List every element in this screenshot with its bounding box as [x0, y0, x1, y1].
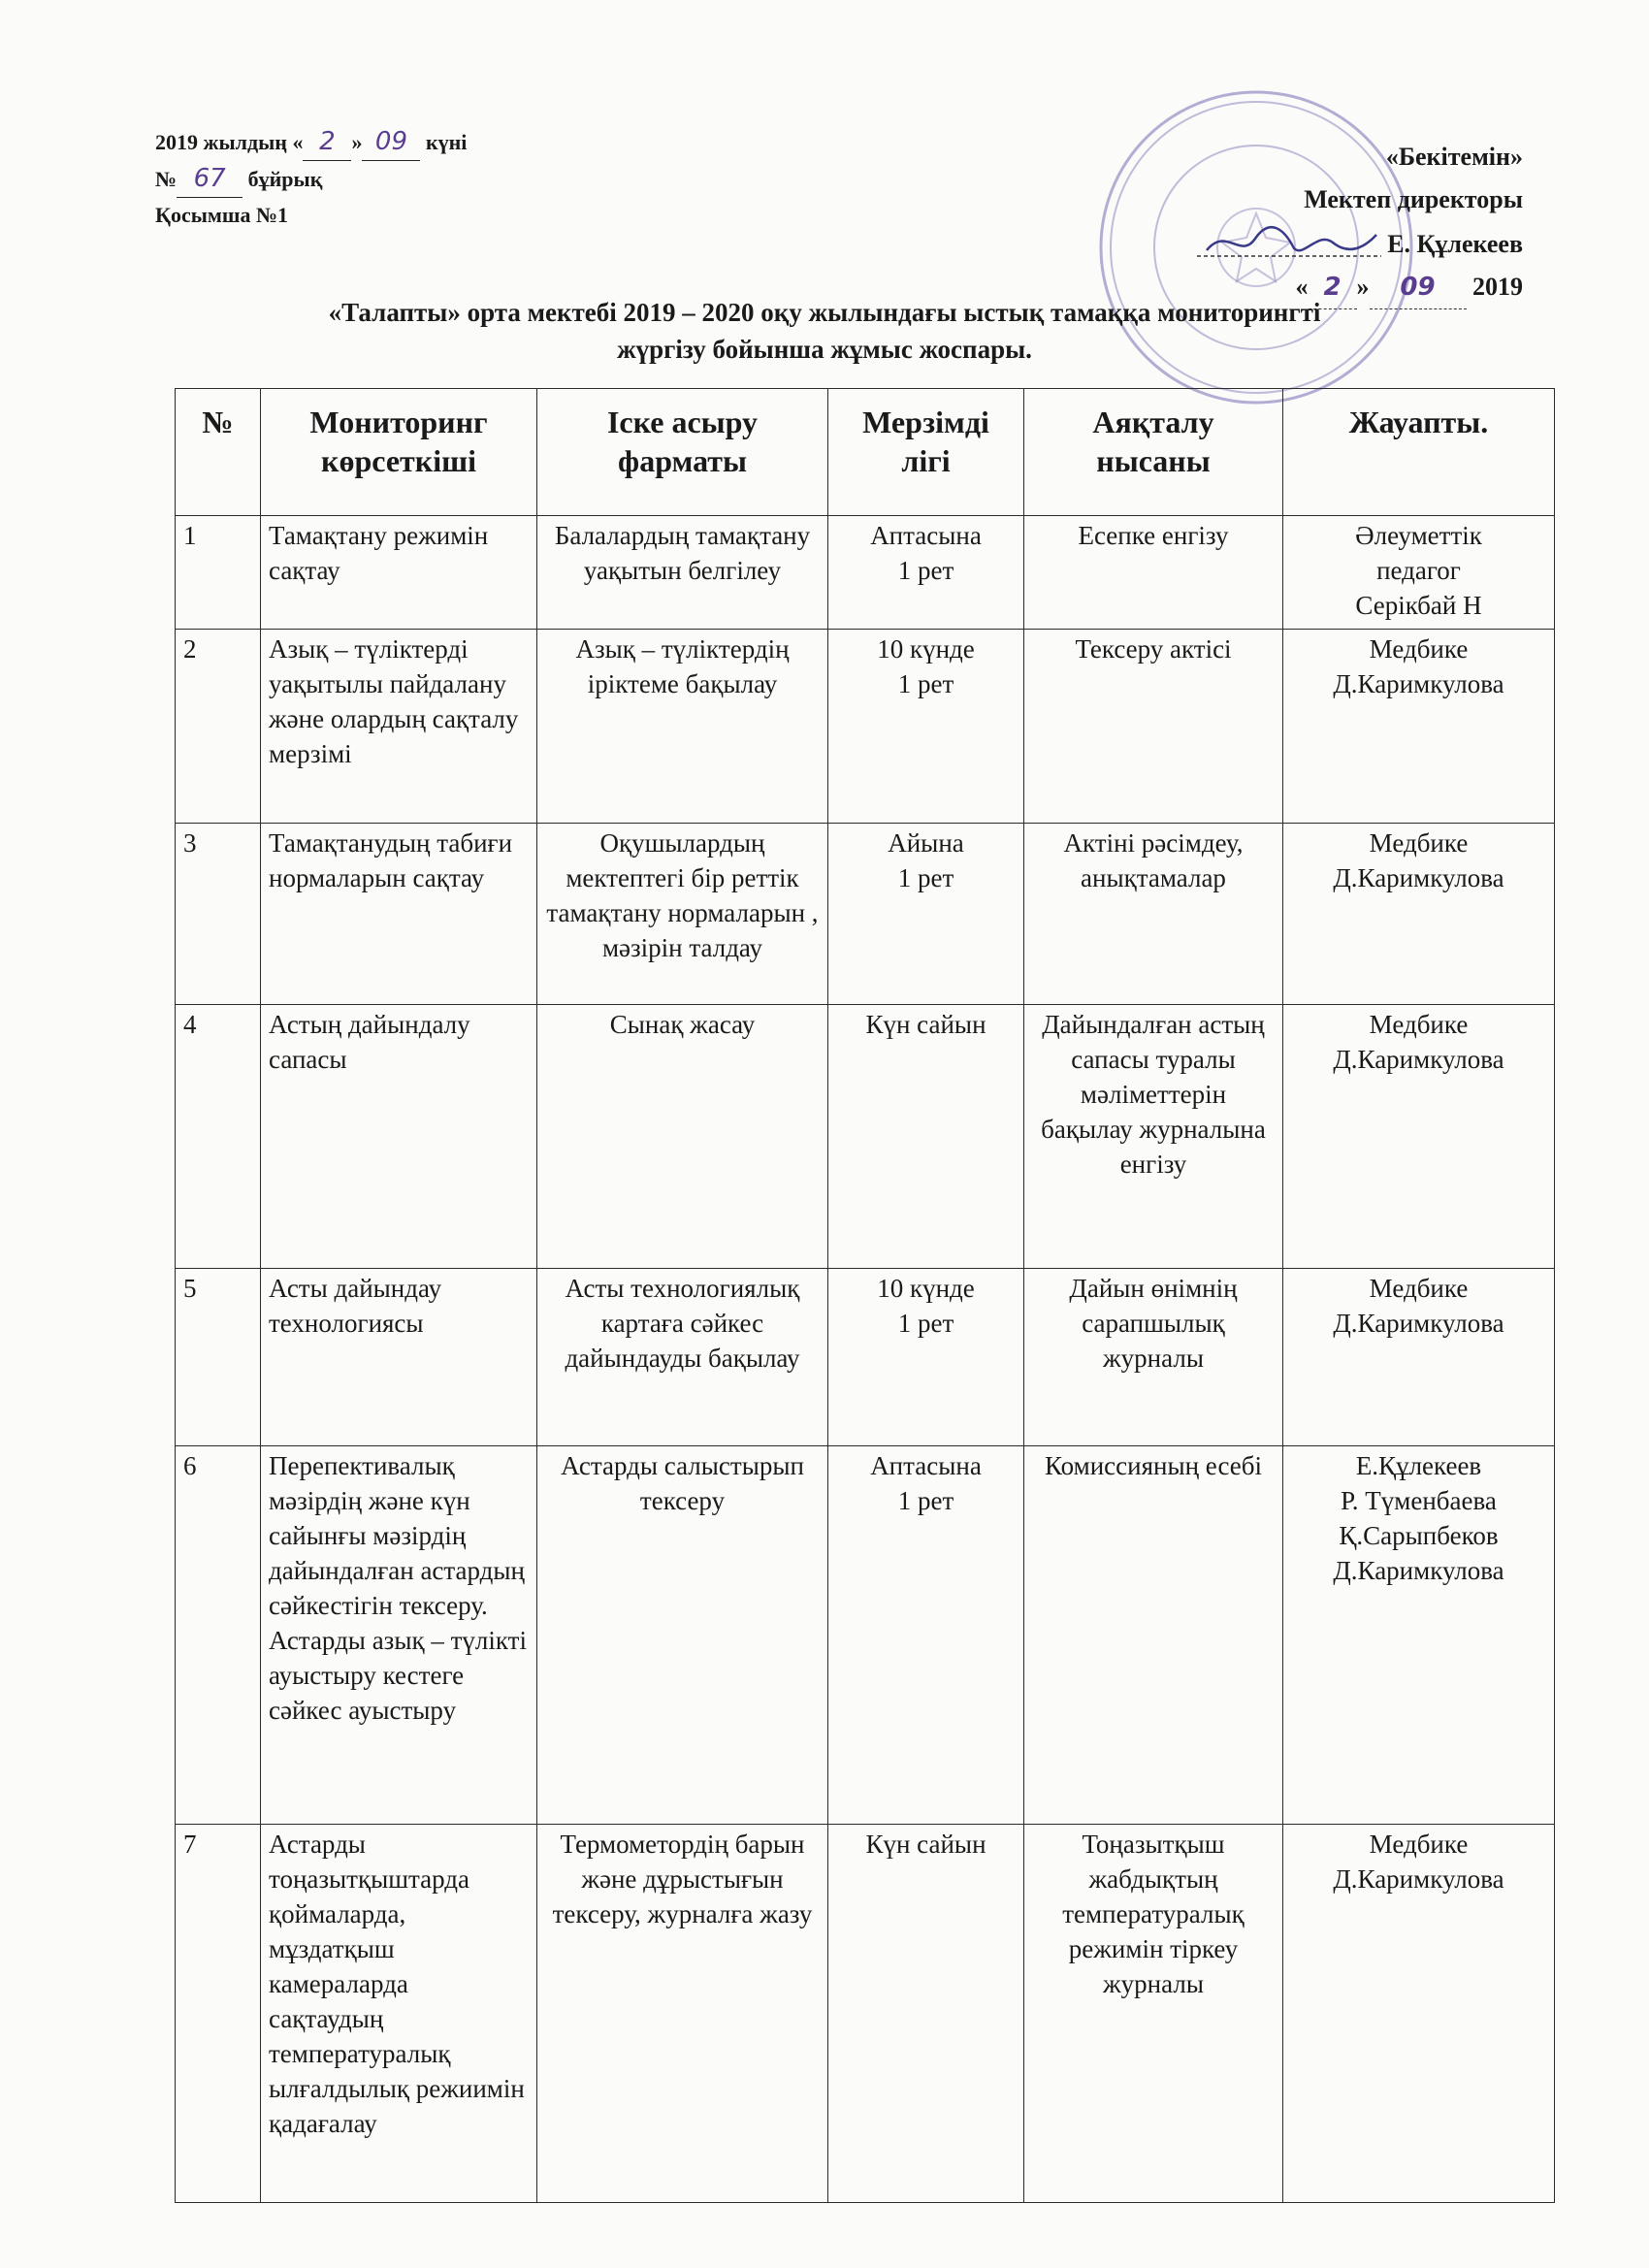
row-format: Балалардың тамақтану уақытын белгілеу: [537, 516, 828, 630]
row-format: Оқушылардың мектептегі бір реттік тамақтану нормаларын , мәзірін талдау: [537, 824, 828, 1005]
header-period: Мерзімді лігі: [828, 389, 1024, 516]
title-line-2: жүргізу бойынша жұмыс жоспары.: [617, 335, 1032, 364]
order-number-handwritten: 67: [193, 164, 226, 193]
row-completion: Актіні рәсімдеу, анықтамалар: [1024, 824, 1283, 1005]
row-indicator: Перепективалық мәзірдің және күн сайынғы мәзірдің дайындалған астардың сәйкестігін тексеру. Астарды азық – түлікті ауыстыру кестеге сәйкес ауыстыру: [261, 1446, 537, 1825]
approval-block: [1116, 136, 1523, 309]
row-responsible: Медбике Д.Каримкулова: [1283, 1005, 1555, 1269]
row-completion: Тексеру актісі: [1024, 630, 1283, 824]
row-number: 2: [176, 630, 261, 824]
row-indicator: Астарды тоңазытқыштарда қоймаларда, мұздатқыш камераларда сақтаудың температуралық ылғалдылық режиимін қадағалау: [261, 1825, 537, 2203]
row-responsible: Е.Құлекеев Р. Түменбаева Қ.Сарыпбеков Д.Каримкулова: [1283, 1446, 1555, 1825]
order-month-handwritten: 09: [374, 127, 407, 156]
row-number: 4: [176, 1005, 261, 1269]
row-period: Аптасына 1 рет: [828, 516, 1024, 630]
table-row: [176, 1005, 1555, 1269]
row-completion: Тоңазытқыш жабдықтың температуралық режимін тіркеу журналы: [1024, 1825, 1283, 2203]
title-line-1: «Талапты» орта мектебі 2019 – 2020 оқу жылындағы ыстық тамаққа мониторингті: [328, 298, 1321, 327]
row-completion: Дайындалған астың сапасы туралы мәліметтерін бақылау журналына енгізу: [1024, 1005, 1283, 1269]
row-format: Сынақ жасау: [537, 1005, 828, 1269]
row-period: Аптасына 1 рет: [828, 1446, 1024, 1825]
order-number-line: № 67 бұйрық: [155, 161, 467, 198]
row-indicator: Азық – түліктерді уақытылы пайдалану және олардың сақталу мерзімі: [261, 630, 537, 824]
row-completion: Есепке енгізу: [1024, 516, 1283, 630]
monitoring-plan-table: [175, 388, 1555, 2203]
row-indicator: Астың дайындалу сапасы: [261, 1005, 537, 1269]
order-day-handwritten: 2: [319, 127, 336, 156]
row-period: 10 күнде 1 рет: [828, 1269, 1024, 1446]
table-row: [176, 1446, 1555, 1825]
approval-date: « 2 » 09 2019: [1116, 266, 1523, 309]
header-format: Іске асыру фарматы: [537, 389, 828, 516]
row-number: 6: [176, 1446, 261, 1825]
row-completion: Комиссияның есебі: [1024, 1446, 1283, 1825]
table-row: [176, 630, 1555, 824]
row-responsible: Медбике Д.Каримкулова: [1283, 824, 1555, 1005]
row-number: 7: [176, 1825, 261, 2203]
director-name: Е. Құлекеев: [1387, 230, 1523, 258]
director-signature-line: [1116, 221, 1523, 266]
document-title: [146, 294, 1504, 368]
order-reference: [155, 124, 467, 233]
header-number: №: [176, 389, 261, 516]
table-row: [176, 1825, 1555, 2203]
row-responsible: Медбике Д.Каримкулова: [1283, 1825, 1555, 2203]
director-signature: [1197, 221, 1381, 260]
header-indicator: Мониторинг көрсеткіші: [261, 389, 537, 516]
row-period: Айына 1 рет: [828, 824, 1024, 1005]
row-format: Астарды салыстырып тексеру: [537, 1446, 828, 1825]
approval-month-handwritten: 09: [1400, 273, 1436, 302]
header-responsible: Жауапты.: [1283, 389, 1555, 516]
row-number: 5: [176, 1269, 261, 1446]
row-indicator: Асты дайындау технологиясы: [261, 1269, 537, 1446]
approval-day-handwritten: 2: [1323, 273, 1342, 302]
row-format: Термометордің барын және дұрыстығын тексеру, журналға жазу: [537, 1825, 828, 2203]
row-responsible: Әлеуметтік педагог Серікбай Н: [1283, 516, 1555, 630]
table-header-row: [176, 389, 1555, 516]
row-number: 1: [176, 516, 261, 630]
table-row: [176, 1269, 1555, 1446]
row-indicator: Тамақтану режимін сақтау: [261, 516, 537, 630]
row-format: Азық – түліктердің іріктеме бақылау: [537, 630, 828, 824]
row-indicator: Тамақтанудың табиғи нормаларын сақтау: [261, 824, 537, 1005]
approve-heading: «Бекітемін»: [1385, 143, 1523, 171]
header-completion: Аяқталу нысаны: [1024, 389, 1283, 516]
table-row: [176, 824, 1555, 1005]
director-position: Мектеп директоры: [1304, 185, 1523, 213]
row-number: 3: [176, 824, 261, 1005]
row-period: Күн сайын: [828, 1005, 1024, 1269]
row-format: Асты технологиялық картаға сәйкес дайындауды бақылау: [537, 1269, 828, 1446]
row-period: 10 күнде 1 рет: [828, 630, 1024, 824]
table-row: [176, 516, 1555, 630]
order-date-line: 2019 жылдың « 2 » 09 күні: [155, 124, 467, 161]
appendix-label: Қосымша №1: [155, 203, 289, 227]
row-responsible: Медбике Д.Каримкулова: [1283, 1269, 1555, 1446]
row-completion: Дайын өнімнің сарапшылық журналы: [1024, 1269, 1283, 1446]
row-responsible: Медбике Д.Каримкулова: [1283, 630, 1555, 824]
row-period: Күн сайын: [828, 1825, 1024, 2203]
